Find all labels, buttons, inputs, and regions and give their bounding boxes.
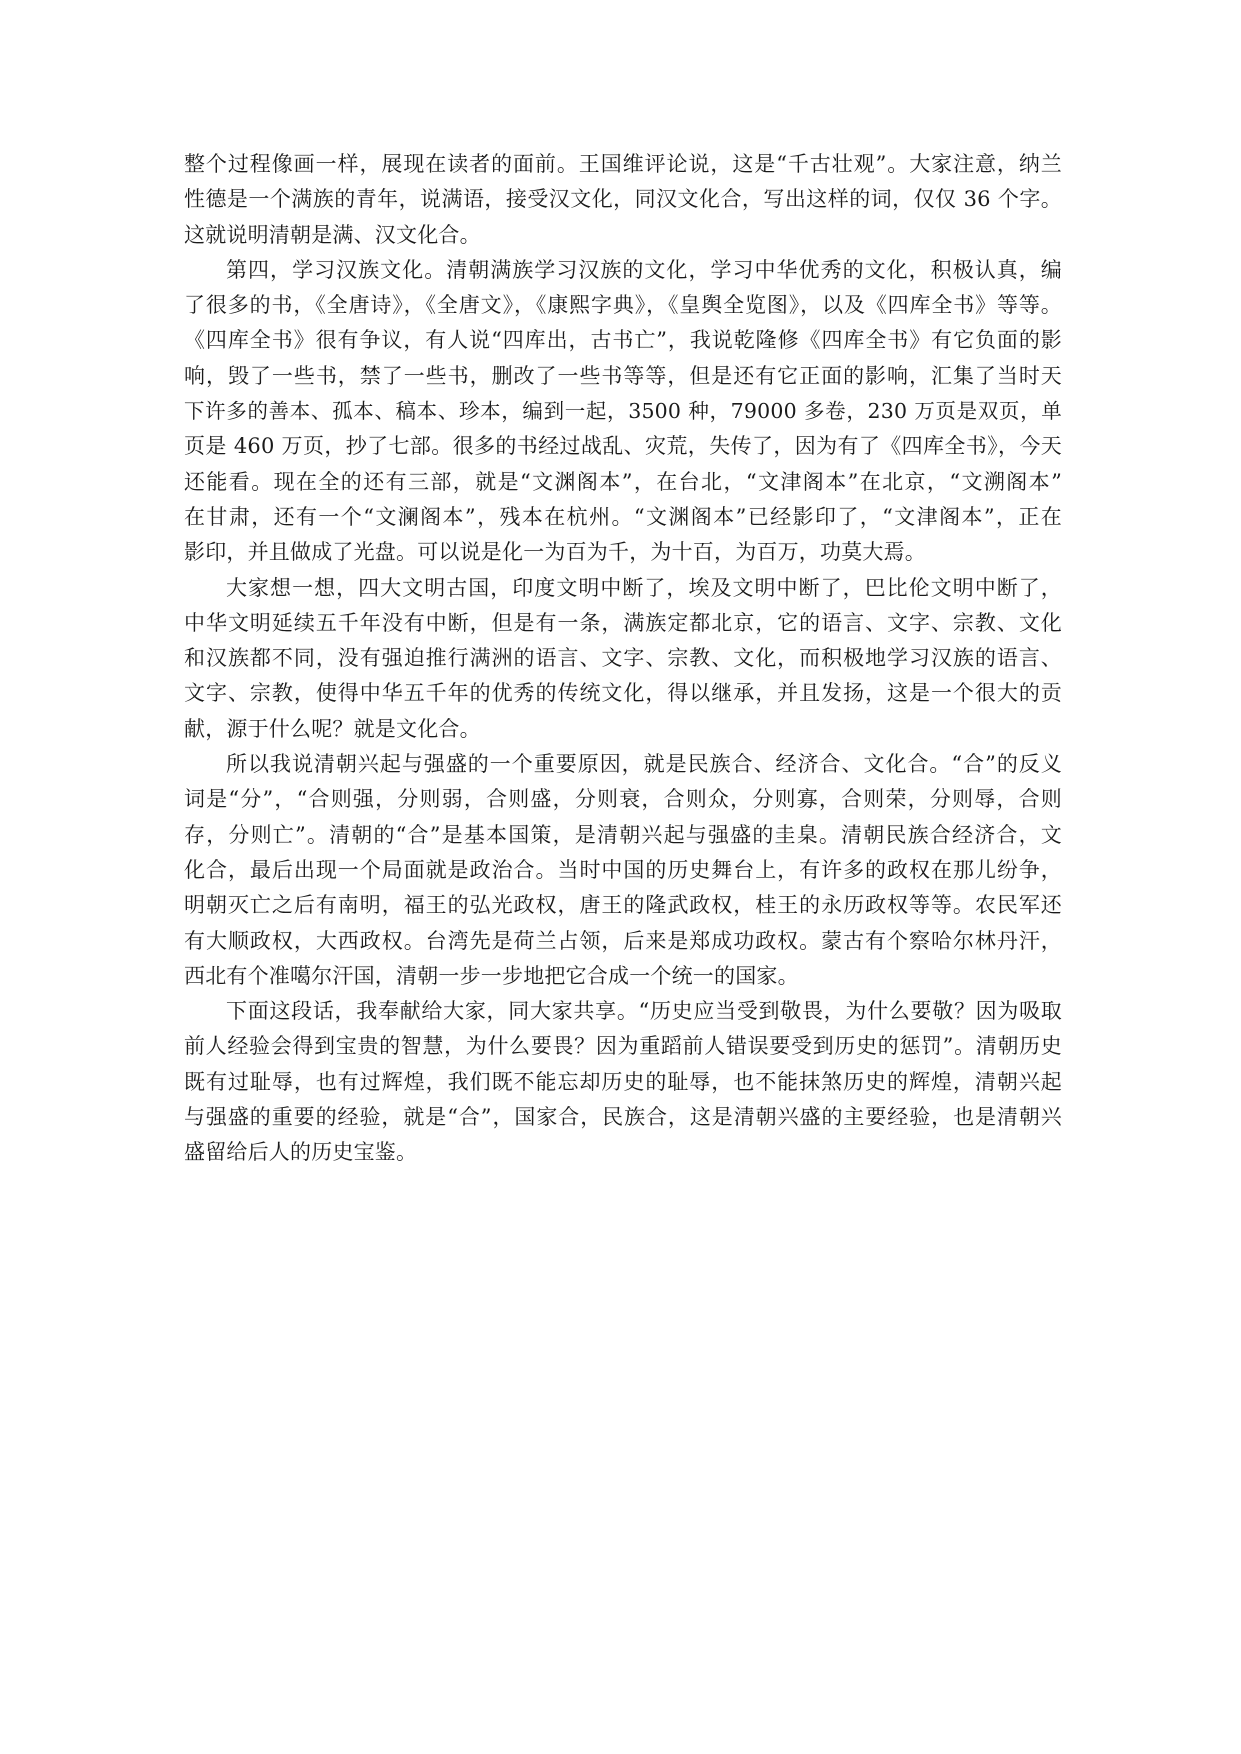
text-line: 第四，学习汉族文化。清朝满族学习汉族的文化，学习中华优秀的文化，积极认真，编 <box>226 257 1062 282</box>
text-line: 有大顺政权，大西政权。台湾先是荷兰占领，后来是郑成功政权。蒙古有个察哈尔林丹汗， <box>184 928 1062 953</box>
text-line: 了很多的书，《全唐诗》，《全唐文》，《康熙字典》，《皇舆全览图》，以及《四库全书》等等。 <box>184 293 1062 318</box>
text-line: 这就说明清朝是满、汉文化合。 <box>184 222 481 247</box>
text-line: 和汉族都不同，没有强迫推行满洲的语言、文字、宗教、文化，而积极地学习汉族的语言、 <box>184 646 1062 671</box>
text-line: 化合，最后出现一个局面就是政治合。当时中国的历史舞台上，有许多的政权在那儿纷争， <box>184 857 1062 882</box>
text-line: 盛留给后人的历史宝鉴。 <box>184 1140 418 1165</box>
text-line: 西北有个准噶尔汗国，清朝一步一步地把它合成一个统一的国家。 <box>184 963 799 988</box>
text-line: 影印，并且做成了光盘。可以说是化一为百为千，为十百，为百万，功莫大焉。 <box>184 540 926 565</box>
text-line: 下面这段话，我奉献给大家，同大家共享。“历史应当受到敬畏，为什么要敬？因为吸取 <box>226 999 1062 1024</box>
text-line: 还能看。现在全的还有三部，就是“文渊阁本”，在台北，“文津阁本”在北京，“文溯阁本” <box>184 469 1062 494</box>
text-line: 在甘肃，还有一个“文澜阁本”，残本在杭州。“文渊阁本”已经影印了，“文津阁本”，正在 <box>184 504 1062 529</box>
document-body <box>184 147 1062 1171</box>
text-line: 响，毁了一些书，禁了一些书，删改了一些书等等，但是还有它正面的影响，汇集了当时天 <box>184 363 1062 388</box>
text-line: 词是“分”，“合则强，分则弱，合则盛，分则衰，合则众，分则寡，合则荣，分则辱，合则 <box>184 787 1062 812</box>
text-line: 明朝灭亡之后有南明，福王的弘光政权，唐王的隆武政权，桂王的永历政权等等。农民军还 <box>184 893 1062 918</box>
text-line: 所以我说清朝兴起与强盛的一个重要原因，就是民族合、经济合、文化合。“合”的反义 <box>226 752 1062 777</box>
text-line: 献，源于什么呢？就是文化合。 <box>184 716 481 741</box>
text-line: 下许多的善本、孤本、稿本、珍本，编到一起，3500 种，79000 多卷，230 万页是双页，单 <box>184 399 1062 424</box>
text-line: 《四库全书》很有争议，有人说“四库出，古书亡”，我说乾隆修《四库全书》有它负面的影 <box>184 328 1062 353</box>
text-line: 整个过程像画一样，展现在读者的面前。王国维评论说，这是“千古壮观”。大家注意，纳兰 <box>184 152 1062 176</box>
text-line: 文字、宗教，使得中华五千年的优秀的传统文化，得以继承，并且发扬，这是一个很大的贡 <box>184 681 1062 706</box>
text-line: 与强盛的重要的经验，就是“合”，国家合，民族合，这是清朝兴盛的主要经验，也是清朝兴 <box>184 1105 1062 1130</box>
text-line: 存，分则亡”。清朝的“合”是基本国策，是清朝兴起与强盛的圭臬。清朝民族合经济合，文 <box>184 822 1062 847</box>
text-line: 页是 460 万页，抄了七部。很多的书经过战乱、灾荒，失传了，因为有了《四库全书》，今天 <box>184 434 1062 459</box>
text-line: 性德是一个满族的青年，说满语，接受汉文化，同汉文化合，写出这样的词，仅仅 36 个字。 <box>184 187 1062 212</box>
text-line: 既有过耻辱，也有过辉煌，我们既不能忘却历史的耻辱，也不能抹煞历史的辉煌，清朝兴起 <box>184 1069 1062 1094</box>
text-line: 前人经验会得到宝贵的智慧，为什么要畏？因为重蹈前人错误要受到历史的惩罚”。清朝历史 <box>184 1034 1062 1059</box>
text-line: 大家想一想，四大文明古国，印度文明中断了，埃及文明中断了，巴比伦文明中断了， <box>226 575 1062 600</box>
text-line: 中华文明延续五千年没有中断，但是有一条，满族定都北京，它的语言、文字、宗教、文化 <box>184 610 1062 635</box>
